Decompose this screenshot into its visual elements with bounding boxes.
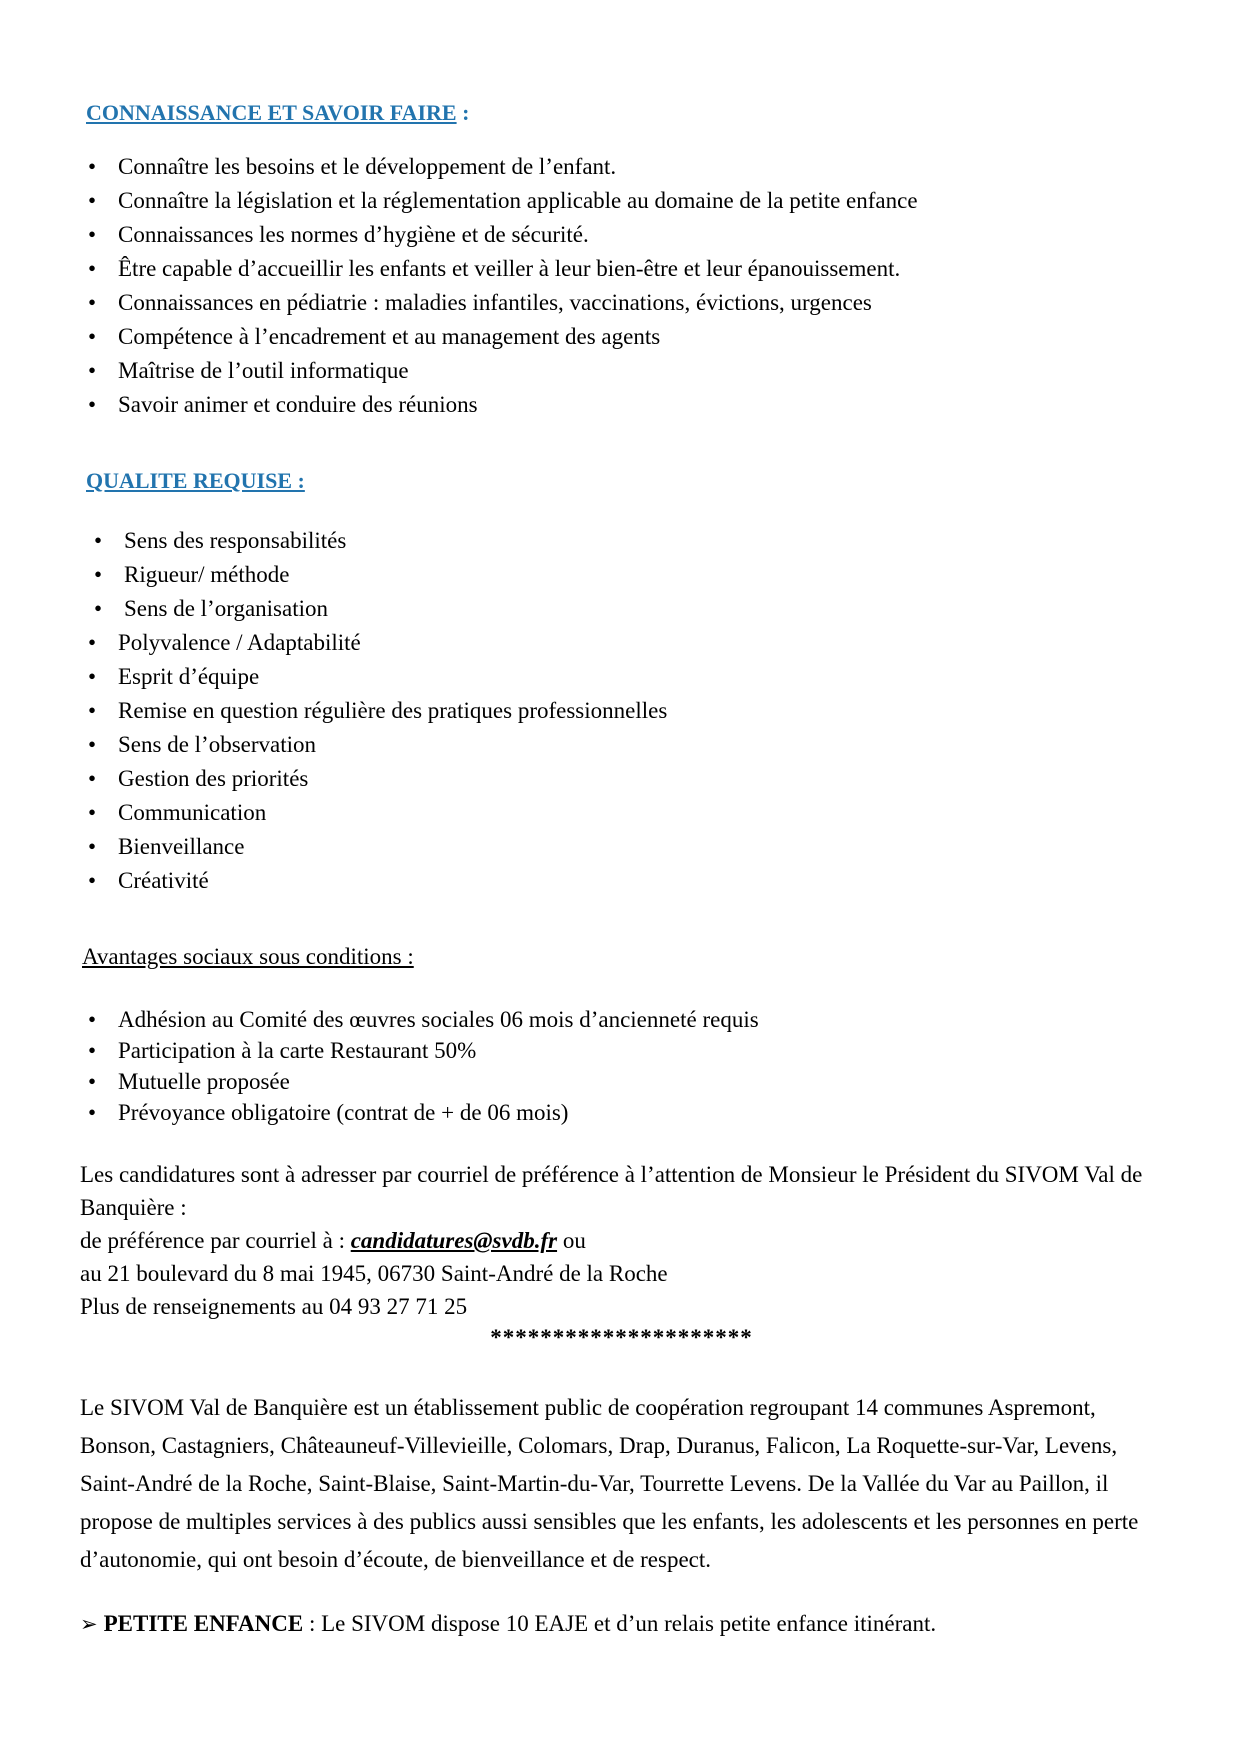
list-item: • Maîtrise de l’outil informatique xyxy=(80,354,1163,388)
list-item: • Adhésion au Comité des œuvres sociales 06 mois d’ancienneté requis xyxy=(80,1004,1163,1035)
petite-enfance-line xyxy=(80,1607,1163,1641)
asterisk-separator: ********************* xyxy=(490,1325,753,1350)
list-item: • Connaître les besoins et le développement de l’enfant. xyxy=(80,150,1163,184)
list-item: • Connaissances en pédiatrie : maladies infantiles, vaccinations, évictions, urgences xyxy=(80,286,1163,320)
list-item: • Compétence à l’encadrement et au management des agents xyxy=(80,320,1163,354)
list-item: • Polyvalence / Adaptabilité xyxy=(80,626,1163,660)
petite-enfance-label: PETITE ENFANCE xyxy=(103,1611,304,1636)
sivom-description-paragraph: Le SIVOM Val de Banquière est un établissement public de coopération regroupant 14 communes Aspremont, Bonson, Castagniers, Châteauneuf-Villevieille, Colomars, Drap, Duranus, Falicon, La Roquette-sur-Var, Levens, Saint-André de la Roche, Saint-Blaise, Saint-Martin-du-Var, Tourrette Levens. De la Vallée du Var au Paillon, il propose de multiples services à des publics aussi sensibles que les enfants, les adolescents et les personnes en perte d’autonomie, qui ont besoin d’écoute, de bienveillance et de respect. xyxy=(80,1395,1139,1572)
list-item: • Participation à la carte Restaurant 50% xyxy=(80,1035,1163,1066)
list-item: • Connaître la législation et la réglementation applicable au domaine de la petite enfance xyxy=(80,184,1163,218)
candidatures-line1: Les candidatures sont à adresser par courriel de préférence à l’attention de Monsieur le Président du SIVOM Val de Banquière : xyxy=(80,1162,1143,1220)
candidatures-line4: Plus de renseignements au 04 93 27 71 25 xyxy=(80,1294,468,1319)
list-item: • Connaissances les normes d’hygiène et de sécurité. xyxy=(80,218,1163,252)
qualites-list xyxy=(80,524,1163,898)
email-link[interactable]: candidatures@svdb.fr xyxy=(350,1228,558,1253)
list-item: • Bienveillance xyxy=(80,830,1163,864)
list-item: • Esprit d’équipe xyxy=(80,660,1163,694)
avantages-list xyxy=(80,1004,1163,1128)
list-item: • Gestion des priorités xyxy=(80,762,1163,796)
list-item: • Communication xyxy=(80,796,1163,830)
list-item: • Être capable d’accueillir les enfants et veiller à leur bien-être et leur épanouissement. xyxy=(80,252,1163,286)
list-item: • Rigueur/ méthode xyxy=(80,558,1163,592)
candidatures-line2-suffix: ou xyxy=(557,1228,586,1253)
heading-connaissance-colon: : xyxy=(456,100,470,125)
list-item: • Savoir animer et conduire des réunions xyxy=(80,388,1163,422)
list-item: • Mutuelle proposée xyxy=(80,1066,1163,1097)
list-item: • Sens de l’organisation xyxy=(80,592,1163,626)
list-item: • Créativité xyxy=(80,864,1163,898)
list-item: • Sens de l’observation xyxy=(80,728,1163,762)
list-item: • Remise en question régulière des pratiques professionnelles xyxy=(80,694,1163,728)
arrow-bullet-icon: ➢ xyxy=(80,1612,98,1636)
candidatures-line2-prefix: de préférence par courriel à : xyxy=(80,1228,351,1253)
section-heading-avantages: Avantages sociaux sous conditions : xyxy=(82,944,414,969)
section-heading-qualites xyxy=(86,468,1163,494)
candidatures-line3: au 21 boulevard du 8 mai 1945, 06730 Saint-André de la Roche xyxy=(80,1261,668,1286)
heading-connaissance-label: CONNAISSANCE ET SAVOIR FAIRE xyxy=(86,100,457,125)
heading-qualites-label: QUALITE REQUISE : xyxy=(86,468,305,493)
connaissance-list xyxy=(80,150,1163,422)
list-item: • Prévoyance obligatoire (contrat de + de 06 mois) xyxy=(80,1097,1163,1128)
candidatures-paragraph xyxy=(80,1158,1163,1323)
list-item: • Sens des responsabilités xyxy=(80,524,1163,558)
petite-enfance-text: : Le SIVOM dispose 10 EAJE et d’un relais petite enfance itinérant. xyxy=(303,1611,937,1636)
section-heading-connaissance xyxy=(86,100,1163,126)
